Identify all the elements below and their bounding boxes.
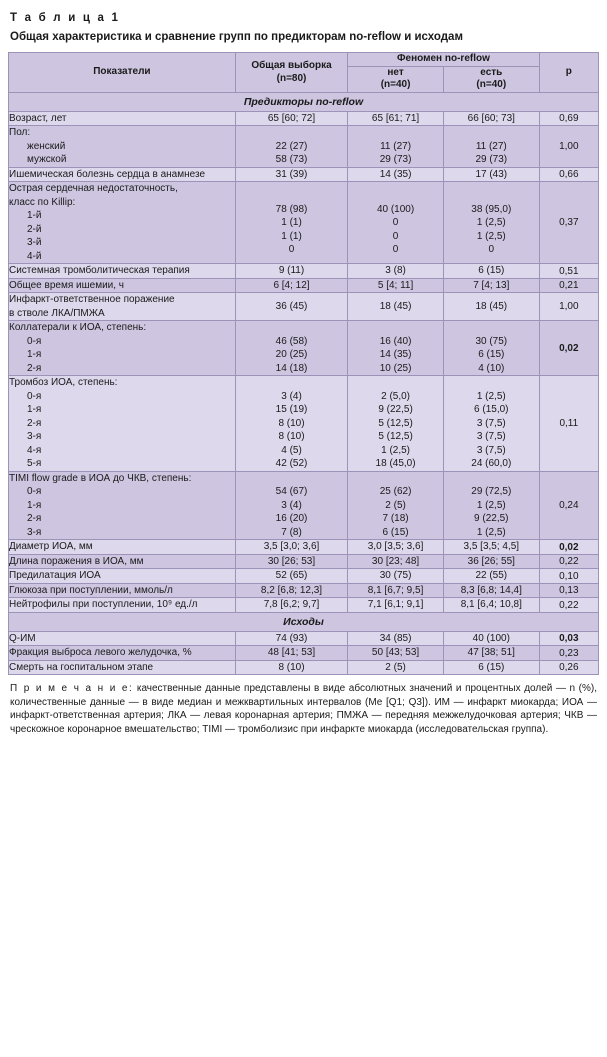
row-p-value: 0,51	[539, 264, 598, 279]
value-cell: 1 (2,5)	[476, 217, 506, 229]
row-indicator-label: Острая сердечная недостаточность, класс по Killip:	[9, 183, 178, 208]
row-subitem-label: 2-я	[27, 513, 42, 525]
value-cell: 16 (20)	[275, 513, 308, 525]
row-indicator	[9, 111, 236, 126]
row-indicator-label: Нейтрофилы при поступлении, 10⁹ ед./л	[9, 599, 198, 611]
section-predictors-label: Предикторы no-reflow	[9, 92, 599, 111]
table-row	[9, 278, 599, 293]
value-cell: 47 [38; 51]	[467, 647, 515, 659]
value-cell: 14 (18)	[275, 362, 308, 374]
value-cell: 3 (4)	[281, 499, 302, 511]
header-indicators: Показатели	[9, 53, 236, 93]
value-cell: 8 (10)	[278, 431, 305, 443]
row-indicator	[9, 293, 236, 321]
value-cell: 15 (19)	[275, 404, 308, 416]
value-cell: 2 (5)	[385, 661, 406, 673]
row-value-all	[235, 126, 347, 168]
row-indicator-label: Тромбоз ИОА, степень:	[9, 377, 118, 389]
row-subitem-label: 5-я	[27, 458, 42, 470]
row-value-all	[235, 111, 347, 126]
value-cell: 8,3 [6,8; 14,4]	[460, 584, 522, 596]
row-indicator	[9, 471, 236, 540]
row-indicator-label: Диаметр ИОА, мм	[9, 541, 93, 553]
value-cell: 11 (27)	[475, 140, 507, 152]
value-cell: 40 (100)	[472, 632, 510, 644]
table-row	[9, 540, 599, 555]
value-cell: 7 (18)	[382, 513, 409, 525]
row-p-value: 0,10	[539, 569, 598, 584]
row-value-yes	[443, 126, 539, 168]
table-row	[9, 321, 599, 376]
row-value-all	[235, 376, 347, 472]
value-cell: 7,1 [6,1; 9,1]	[367, 599, 424, 611]
table-note-text: качественные данные представлены в виде абсолютных значений и процентных долей — n (%), количественные данные — в виде медиан и межквартильных интервалов (Ме [Q1; Q3]). ИМ — инфаркт миокарда; ИОА — инфаркт-ответственная артерия; ЛКА — левая коронарная артерия; ПМЖА — передняя межжелудочковая артерия; ЧКВ — чрескожное коронарное вмешательство; TIMI — тромболизис при инфаркте миокарда (исследовательская группа).	[10, 683, 598, 735]
row-value-all	[235, 471, 347, 540]
row-p-value: 0,37	[539, 182, 598, 264]
row-value-all	[235, 293, 347, 321]
value-cell: 30 [23; 48]	[371, 555, 420, 567]
row-subitem-label: 0-я	[27, 335, 42, 347]
header-p-value: р	[539, 53, 598, 93]
table-row	[9, 646, 599, 661]
value-cell: 1 (2,5)	[476, 230, 506, 242]
value-cell: 30 [26; 53]	[267, 555, 316, 567]
value-cell: 52 (65)	[275, 570, 308, 582]
value-cell: 6 (15)	[478, 349, 505, 361]
row-indicator-label: Предилатация ИОА	[9, 570, 101, 582]
value-cell: 8 (10)	[278, 661, 305, 673]
row-indicator-label: Ишемическая болезнь сердца в анамнезе	[9, 168, 206, 180]
value-cell: 3 (4)	[281, 390, 302, 402]
row-value-all	[235, 554, 347, 569]
header-total-sample	[235, 53, 347, 93]
value-cell: 36 (45)	[275, 301, 308, 313]
value-cell: 9 (22,5)	[378, 404, 413, 416]
value-cell: 78 (98)	[275, 203, 308, 215]
row-value-yes	[443, 293, 539, 321]
value-cell: 10 (25)	[379, 362, 412, 374]
row-value-yes	[443, 182, 539, 264]
row-indicator	[9, 278, 236, 293]
value-cell: 3 (7,5)	[476, 417, 506, 429]
value-cell: 6 [4; 12]	[273, 279, 310, 291]
row-subitem-label: женский	[27, 140, 66, 152]
header-no-group	[348, 66, 444, 92]
value-cell: 34 (85)	[379, 632, 412, 644]
table-title: Общая характеристика и сравнение групп по предикторам no-reflow и исходам	[10, 31, 463, 43]
value-cell: 3,0 [3,5; 3,6]	[367, 541, 424, 553]
row-p-value: 0,22	[539, 598, 598, 613]
value-cell: 66 [60; 73]	[467, 112, 515, 124]
value-cell: 1 (2,5)	[381, 444, 411, 456]
row-value-all	[235, 583, 347, 598]
value-cell: 7 [4; 13]	[473, 279, 510, 291]
row-value-all	[235, 278, 347, 293]
row-subitem-label: мужской	[27, 154, 67, 166]
value-cell: 42 (52)	[275, 458, 308, 470]
row-subitem-label: 4-й	[27, 250, 42, 262]
row-value-yes	[443, 646, 539, 661]
value-cell: 36 [26; 55]	[467, 555, 515, 567]
table-row	[9, 167, 599, 182]
row-p-value: 0,21	[539, 278, 598, 293]
characteristics-table	[8, 52, 599, 675]
section-predictors	[9, 92, 599, 111]
row-value-yes	[443, 554, 539, 569]
row-p-value: 1,00	[539, 126, 598, 168]
table-row	[9, 126, 599, 168]
table-row	[9, 631, 599, 646]
row-p-value: 0,26	[539, 660, 598, 675]
value-cell: 38 (95,0)	[471, 203, 512, 215]
row-p-value: 0,11	[539, 376, 598, 472]
value-cell: 18 (45)	[379, 301, 412, 313]
table-header	[9, 53, 599, 93]
row-value-no	[348, 569, 444, 584]
row-indicator-label: Смерть на госпитальном этапе	[9, 661, 154, 673]
row-value-no	[348, 646, 444, 661]
value-cell: 6 (15)	[478, 265, 505, 277]
row-p-value: 0,24	[539, 471, 598, 540]
value-cell: 48 [41; 53]	[267, 647, 316, 659]
row-indicator-label: Общее время ишемии, ч	[9, 279, 125, 291]
row-value-no	[348, 111, 444, 126]
row-subitem-label: 1-я	[27, 349, 42, 361]
row-value-no	[348, 264, 444, 279]
value-cell: 65 [60; 72]	[267, 112, 316, 124]
value-cell: 9 (11)	[278, 265, 305, 277]
value-cell: 6 (15)	[478, 661, 505, 673]
row-value-no	[348, 126, 444, 168]
header-no-group-line1: нет	[387, 66, 404, 78]
value-cell: 6 (15,0)	[474, 404, 509, 416]
row-value-no	[348, 293, 444, 321]
value-cell: 6 (15)	[382, 526, 409, 538]
row-value-no	[348, 660, 444, 675]
row-indicator	[9, 321, 236, 376]
value-cell: 5 (12,5)	[378, 417, 413, 429]
row-indicator-label: Системная тромболитическая терапия	[9, 265, 190, 277]
row-value-all	[235, 264, 347, 279]
table-row	[9, 264, 599, 279]
row-value-yes	[443, 540, 539, 555]
row-indicator	[9, 167, 236, 182]
value-cell: 1 (2,5)	[476, 526, 506, 538]
row-value-yes	[443, 631, 539, 646]
value-cell: 30 (75)	[475, 335, 508, 347]
row-p-value: 0,02	[539, 540, 598, 555]
row-subitem-label: 4-я	[27, 444, 42, 456]
value-cell: 17 (43)	[475, 168, 508, 180]
row-value-yes	[443, 583, 539, 598]
row-indicator-label: Глюкоза при поступлении, ммоль/л	[9, 584, 173, 596]
row-indicator-label: TIMI flow grade в ИОА до ЧКВ, степень:	[9, 472, 192, 484]
row-subitem-label: 1-й	[27, 210, 42, 222]
section-outcomes-label: Исходы	[9, 612, 599, 631]
row-p-value: 0,22	[539, 554, 598, 569]
value-cell: 7,8 [6,2; 9,7]	[263, 599, 320, 611]
row-p-value: 0,69	[539, 111, 598, 126]
value-cell: 0	[288, 244, 295, 256]
value-cell: 5 [4; 11]	[377, 279, 414, 291]
table-row	[9, 598, 599, 613]
row-subitem-label: 3-й	[27, 237, 42, 249]
value-cell: 24 (60,0)	[471, 458, 512, 470]
row-subitem-label: 1-я	[27, 499, 42, 511]
value-cell: 74 (93)	[275, 632, 308, 644]
table-row	[9, 569, 599, 584]
table-row	[9, 182, 599, 264]
row-indicator	[9, 376, 236, 472]
row-subitem-label: 2-й	[27, 223, 42, 235]
row-indicator	[9, 569, 236, 584]
value-cell: 40 (100)	[376, 203, 415, 215]
value-cell: 4 (5)	[281, 444, 302, 456]
value-cell: 29 (73)	[379, 154, 412, 166]
value-cell: 1 (1)	[281, 230, 302, 242]
value-cell: 50 [43; 53]	[371, 647, 420, 659]
row-indicator	[9, 540, 236, 555]
value-cell: 1 (1)	[281, 217, 302, 229]
value-cell: 8 (10)	[278, 417, 305, 429]
value-cell: 25 (62)	[379, 486, 412, 498]
row-subitem-label: 0-я	[27, 486, 42, 498]
table-number: Т а б л и ц а 1	[10, 12, 121, 24]
row-p-value: 0,13	[539, 583, 598, 598]
row-value-all	[235, 182, 347, 264]
value-cell: 20 (25)	[275, 349, 308, 361]
header-phenomenon: Феномен no-reflow	[348, 53, 539, 67]
row-value-all	[235, 646, 347, 661]
row-p-value: 0,23	[539, 646, 598, 661]
row-indicator	[9, 660, 236, 675]
row-subitem-label: 3-я	[27, 431, 42, 443]
value-cell: 8,1 [6,4; 10,8]	[460, 599, 522, 611]
value-cell: 16 (40)	[379, 335, 412, 347]
row-indicator	[9, 583, 236, 598]
row-value-all	[235, 598, 347, 613]
value-cell: 14 (35)	[379, 349, 412, 361]
value-cell: 14 (35)	[379, 168, 412, 180]
value-cell: 1 (2,5)	[476, 499, 506, 511]
header-yes-group	[443, 66, 539, 92]
row-value-no	[348, 167, 444, 182]
row-indicator	[9, 646, 236, 661]
value-cell: 0	[392, 217, 399, 229]
row-indicator	[9, 264, 236, 279]
value-cell: 29 (73)	[475, 154, 508, 166]
value-cell: 1 (2,5)	[476, 390, 506, 402]
row-subitem-label: 0-я	[27, 390, 42, 402]
row-value-all	[235, 321, 347, 376]
value-cell: 29 (72,5)	[471, 486, 512, 498]
row-subitem-label: 2-я	[27, 362, 42, 374]
value-cell: 18 (45,0)	[375, 458, 416, 470]
section-outcomes	[9, 612, 599, 631]
row-value-all	[235, 569, 347, 584]
value-cell: 3,5 [3,5; 4,5]	[463, 541, 520, 553]
row-value-all	[235, 631, 347, 646]
value-cell: 30 (75)	[379, 570, 412, 582]
value-cell: 9 (22,5)	[474, 513, 509, 525]
value-cell: 2 (5,0)	[381, 390, 411, 402]
row-value-no	[348, 540, 444, 555]
value-cell: 3 (8)	[385, 265, 406, 277]
row-indicator	[9, 126, 236, 168]
row-value-no	[348, 278, 444, 293]
value-cell: 3,5 [3,0; 3,6]	[263, 541, 320, 553]
row-value-yes	[443, 660, 539, 675]
value-cell: 3 (7,5)	[476, 431, 506, 443]
value-cell: 22 (27)	[275, 140, 308, 152]
row-value-no	[348, 471, 444, 540]
row-value-all	[235, 540, 347, 555]
header-total-sample-line1: Общая выборка	[251, 60, 332, 72]
row-p-value: 0,66	[539, 167, 598, 182]
row-value-yes	[443, 167, 539, 182]
row-value-no	[348, 554, 444, 569]
header-yes-group-line1: есть	[480, 66, 503, 78]
value-cell: 22 (55)	[475, 570, 508, 582]
row-value-no	[348, 321, 444, 376]
row-indicator	[9, 598, 236, 613]
row-value-no	[348, 583, 444, 598]
row-indicator-label: Q-ИМ	[9, 632, 36, 644]
value-cell: 54 (67)	[275, 486, 308, 498]
row-value-no	[348, 376, 444, 472]
row-value-yes	[443, 264, 539, 279]
value-cell: 2 (5)	[385, 499, 406, 511]
row-value-yes	[443, 598, 539, 613]
row-p-value: 0,03	[539, 631, 598, 646]
value-cell: 58 (73)	[275, 154, 308, 166]
value-cell: 3 (7,5)	[476, 444, 506, 456]
row-value-yes	[443, 376, 539, 472]
value-cell: 18 (45)	[475, 301, 508, 313]
header-yes-group-line2: (n=40)	[476, 79, 507, 91]
row-p-value: 0,02	[539, 321, 598, 376]
value-cell: 8,1 [6,7; 9,5]	[367, 584, 424, 596]
row-subitem-label: 3-я	[27, 526, 42, 538]
value-cell: 0	[488, 244, 495, 256]
row-value-all	[235, 167, 347, 182]
row-value-no	[348, 631, 444, 646]
table-row	[9, 293, 599, 321]
row-value-yes	[443, 321, 539, 376]
row-value-yes	[443, 111, 539, 126]
table-note-lead: П р и м е ч а н и е:	[10, 683, 134, 695]
row-indicator-label: Фракция выброса левого желудочка, %	[9, 647, 192, 659]
row-indicator-label: Пол:	[9, 127, 31, 139]
value-cell: 11 (27)	[380, 140, 412, 152]
table-row	[9, 554, 599, 569]
table-row	[9, 111, 599, 126]
table-row	[9, 660, 599, 675]
value-cell: 46 (58)	[275, 335, 308, 347]
value-cell: 4 (10)	[478, 362, 505, 374]
row-value-no	[348, 182, 444, 264]
table-row	[9, 583, 599, 598]
value-cell: 5 (12,5)	[378, 431, 413, 443]
value-cell: 0	[392, 244, 399, 256]
row-value-yes	[443, 471, 539, 540]
row-indicator-label: Длина поражения в ИОА, мм	[9, 555, 144, 567]
header-total-sample-line2: (n=80)	[276, 72, 307, 84]
row-indicator-label: Инфаркт-ответственное поражение в стволе ЛКА/ПМЖА	[9, 294, 175, 319]
row-value-yes	[443, 569, 539, 584]
row-p-value: 1,00	[539, 293, 598, 321]
value-cell: 65 [61; 71]	[371, 112, 420, 124]
row-value-no	[348, 598, 444, 613]
row-indicator	[9, 631, 236, 646]
row-indicator	[9, 554, 236, 569]
table-note	[8, 682, 599, 736]
row-indicator-label: Коллатерали к ИОА, степень:	[9, 322, 147, 334]
row-indicator-label: Возраст, лет	[9, 112, 67, 124]
row-value-all	[235, 660, 347, 675]
row-value-yes	[443, 278, 539, 293]
row-subitem-label: 2-я	[27, 417, 42, 429]
table-body	[9, 92, 599, 675]
table-row	[9, 471, 599, 540]
header-no-group-line2: (n=40)	[380, 79, 411, 91]
table-row	[9, 376, 599, 472]
value-cell: 7 (8)	[281, 526, 302, 538]
value-cell: 8,2 [6,8; 12,3]	[260, 584, 323, 596]
value-cell: 0	[392, 230, 399, 242]
row-indicator	[9, 182, 236, 264]
row-subitem-label: 1-я	[27, 404, 42, 416]
value-cell: 31 (39)	[275, 168, 308, 180]
